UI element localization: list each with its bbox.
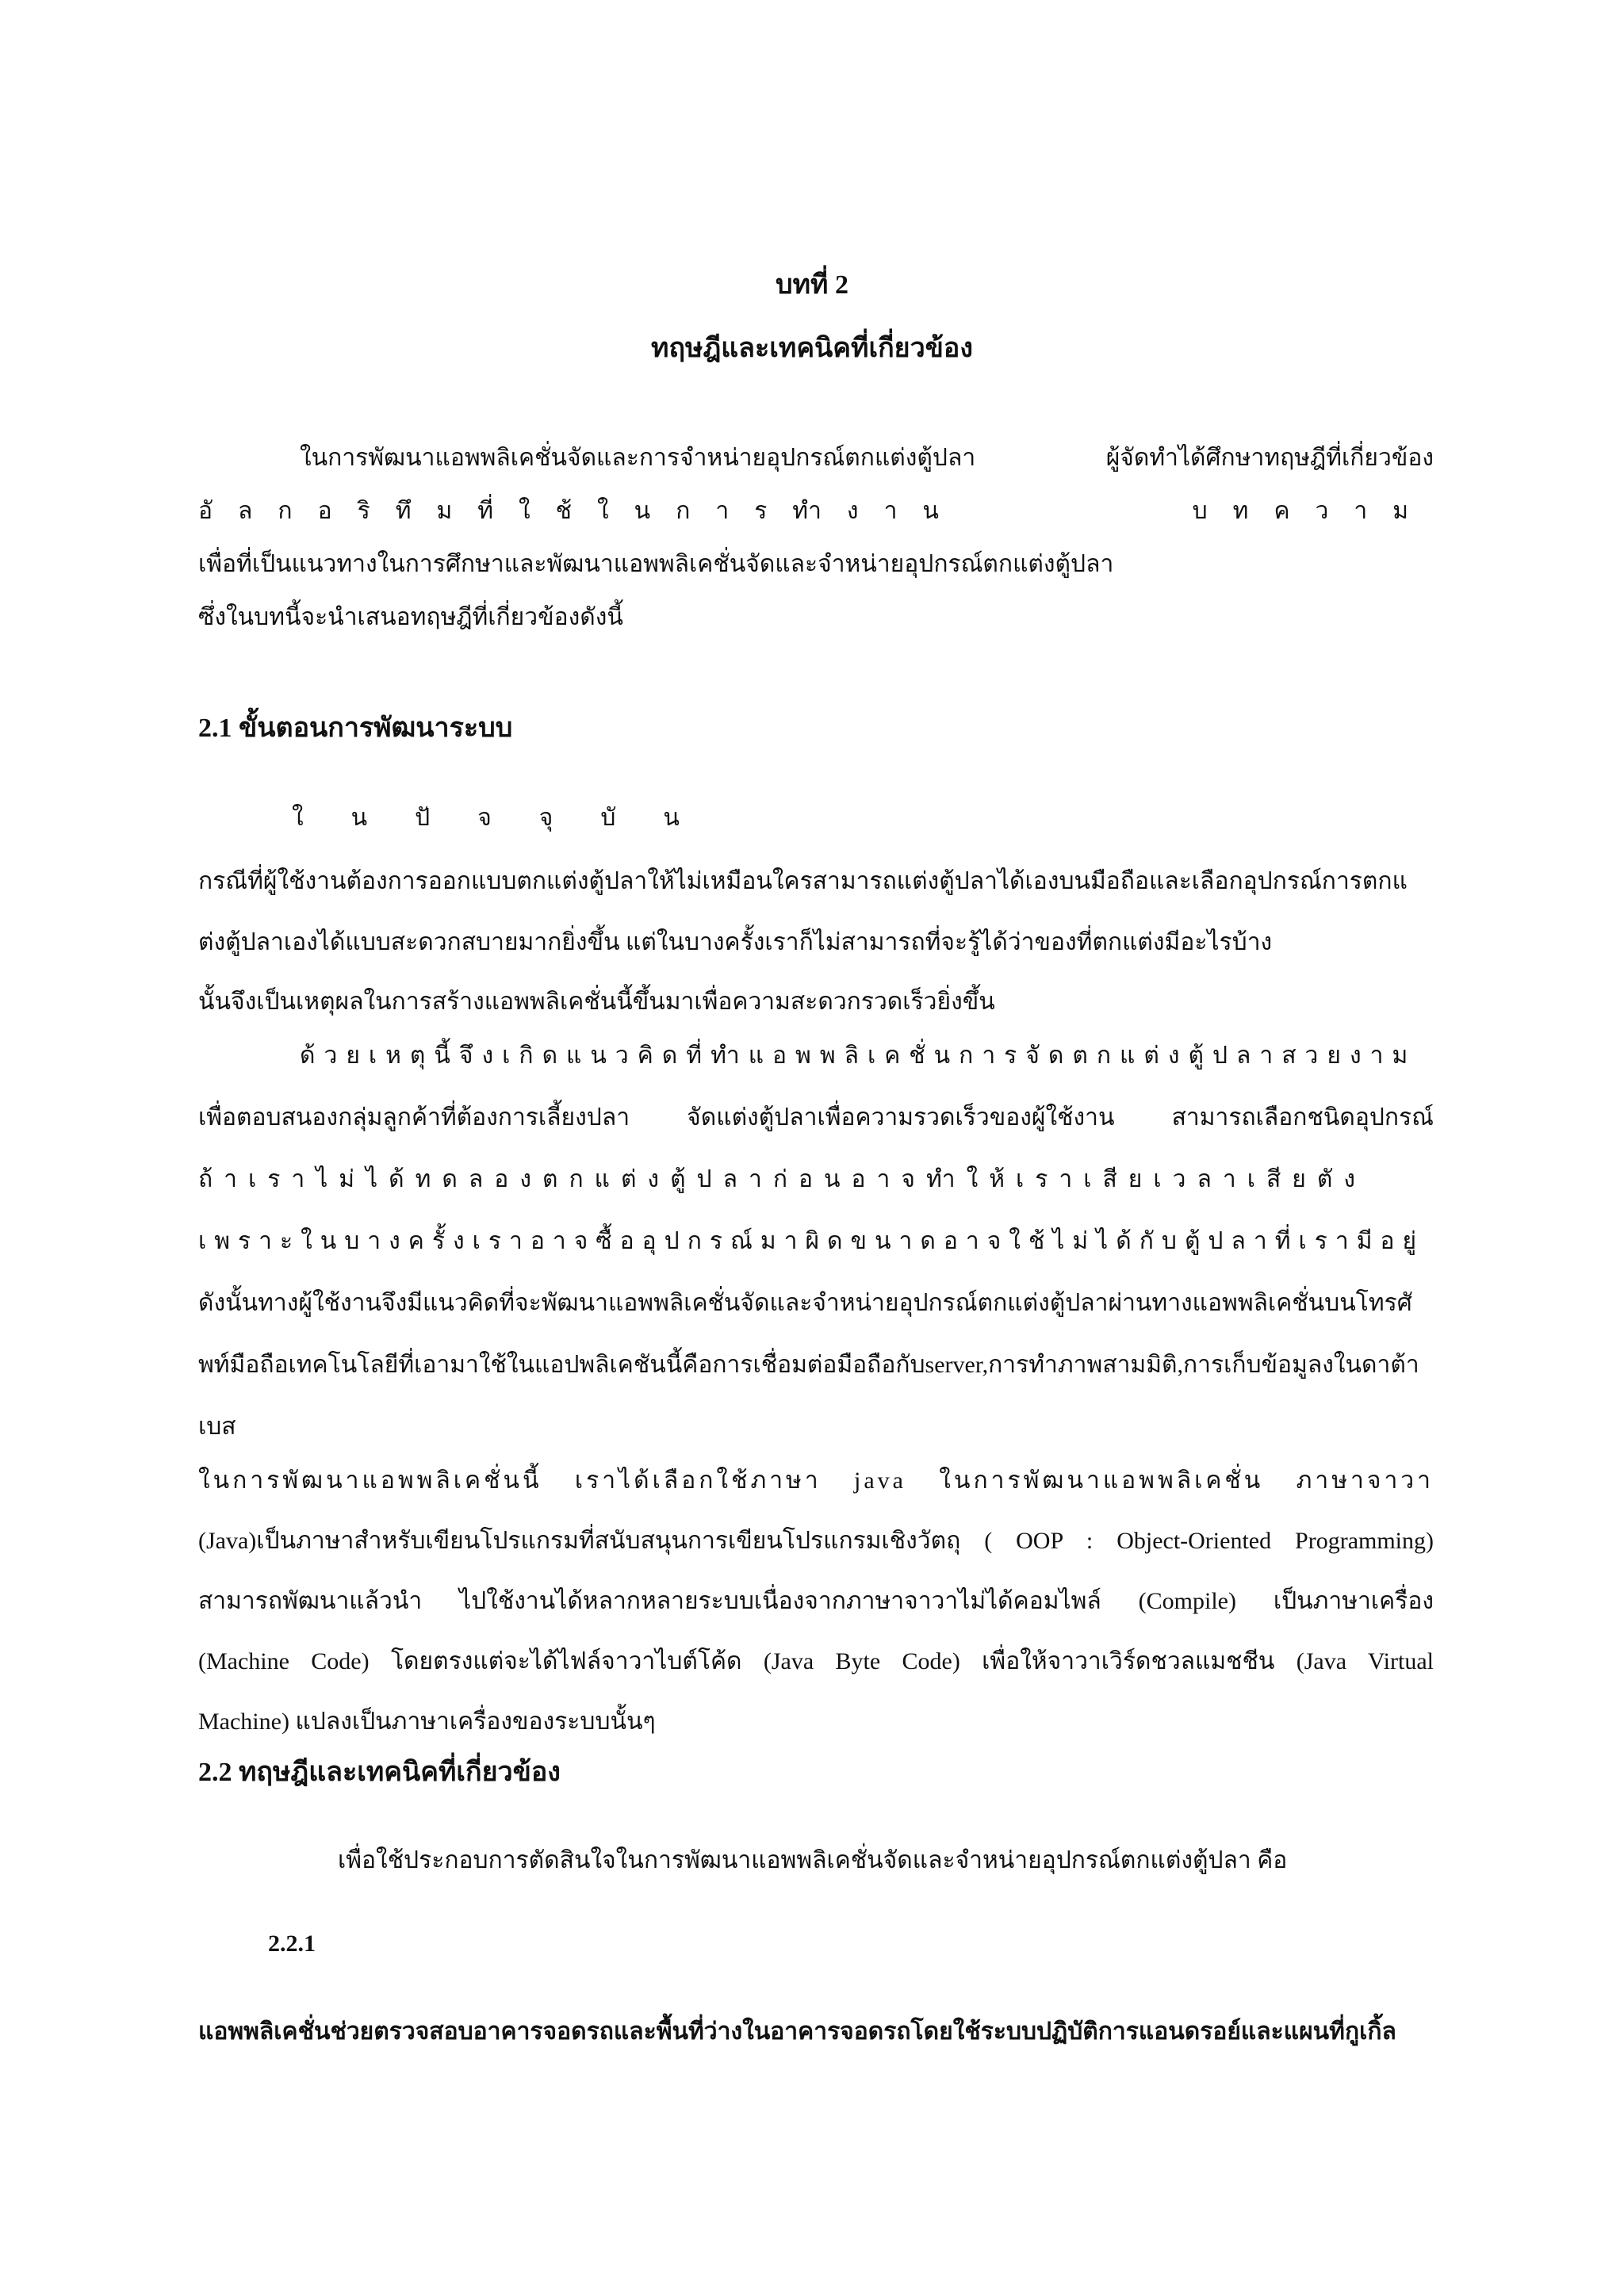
paragraph-line: ดังนั้นทางผู้ใช้งานจึงมีแนวคิดที่จะพัฒนาแอพพลิเคชั่นจัดและจำหน่ายอุปกรณ์ตกแต่งตู้ปลาผ่านทางแอพพลิเคชั่นบนโทรศั: [198, 1290, 1412, 1316]
paragraph-line: เบส: [198, 1414, 236, 1440]
section-heading: 2.1 ขั้นตอนการพัฒนาระบบ: [198, 714, 513, 743]
paragraph-line: (Java)เป็นภาษาสำหรับเขียนโปรแกรมที่สนับสนุนการเขียนโปรแกรมเชิงวัตถุ ( OOP : Object-Oriented Programming): [198, 1528, 1434, 1554]
paragraph-line: เพื่อตอบสนองกลุ่มลูกค้าที่ต้องการเลี้ยงปลา จัดแต่งตู้ปลาเพื่อความรวดเร็วของผู้ใช้งาน สามารถเลือกชนิดอุปกรณ์: [198, 1104, 1434, 1131]
paragraph-line: สามารถพัฒนาแล้วนำ ไปใช้งานได้หลากหลายระบบเนื่องจากภาษาจาวาไม่ได้คอมไพล์ (Compile) เป็นภาษาเครื่อง: [198, 1588, 1434, 1614]
paragraph-line: กรณีที่ผู้ใช้งานต้องการออกแบบตกแต่งตู้ปลาให้ไม่เหมือนใครสามารถแต่งตู้ปลาได้เองบนมือถือและเลือกอุปกรณ์การตกแ: [198, 868, 1408, 894]
paragraph-line: ถ้าเราไม่ได้ทดลองตกแต่งตู้ปลาก่อนอาจทำให้เราเสียเวลาเสียตัง: [198, 1166, 1366, 1192]
paragraph-line: นั้นจึงเป็นเหตุผลในการสร้างแอพพลิเคชั่นนี้ขึ้นมาเพื่อความสะดวกรวดเร็วยิ่งขึ้น: [198, 989, 995, 1015]
paragraph-line: ด้วยเหตุนี้จึงเกิดแนวคิดที่ทำแอพพลิเคชั่นการจัดตกแต่งตู้ปลาสวยงาม: [300, 1043, 1417, 1069]
subsection-number: 2.2.1: [268, 1931, 316, 1957]
paragraph-line: ในการพัฒนาแอพพลิเคชั่นนี้ เราได้เลือกใช้ภาษา java ในการพัฒนาแอพพลิเคชั่น ภาษาจาวา: [198, 1468, 1434, 1494]
chapter-number: บทที่ 2: [776, 270, 848, 300]
paragraph-line: Machine) แปลงเป็นภาษาเครื่องของระบบนั้นๆ: [198, 1709, 656, 1735]
intro-line: เพื่อที่เป็นแนวทางในการศึกษาและพัฒนาแอพพลิเคชั่นจัดและจำหน่ายอุปกรณ์ตกแต่งตู้ปลา: [198, 551, 1114, 577]
paragraph-line: ต่งตู้ปลาเองได้แบบสะดวกสบายมากยิ่งขึ้น แต่ในบางครั้งเราก็ไม่สามารถที่จะรู้ได้ว่าของที่ตกแต่งมีอะไรบ้าง: [198, 929, 1273, 955]
paragraph-line: ในปัจจุบัน: [292, 805, 727, 831]
paragraph-line: เพราะในบางครั้งเราอาจซื้ออุปกรณ์มาผิดขนาดอาจใช้ไม่ได้กับตู้ปลาที่เรามีอยู่: [198, 1228, 1425, 1254]
section-heading: 2.2 ทฤษฎีและเทคนิคที่เกี่ยวข้อง: [198, 1758, 561, 1787]
subsection-title: แอพพลิเคชั่นช่วยตรวจสอบอาคารจอดรถและพื้นที่ว่างในอาคารจอดรถโดยใช้ระบบปฏิบัติการแอนดรอย์และแผนที่กูเกิ้ล: [198, 2019, 1396, 2045]
paragraph-line: พท์มือถือเทคโนโลยีที่เอามาใช้ในแอปพลิเคชันนี้คือการเชื่อมต่อมือถือกับserver,การทำภาพสามมิติ,การเก็บข้อมูลงในดาต้า: [198, 1352, 1419, 1378]
paragraph-line: (Machine Code) โดยตรงแต่จะได้ไฟล์จาวาไบต์โค้ด (Java Byte Code) เพื่อให้จาวาเวิร์ดชวลแมชชีน (Java Virtual: [198, 1648, 1434, 1674]
chapter-title: ทฤษฎีและเทคนิคที่เกี่ยวข้อง: [651, 334, 973, 363]
intro-line: ซึ่งในบทนี้จะนำเสนอทฤษฎีที่เกี่ยวข้องดังนี้: [198, 604, 623, 630]
intro-line: ในการพัฒนาแอพพลิเคชั่นจัดและการจำหน่ายอุปกรณ์ตกแต่งตู้ปลา ผู้จัดทำได้ศึกษาทฤษฎีที่เกี่ยวข้อง: [300, 445, 1434, 471]
intro-line: อัลกอริทึมที่ใช้ในการทำงาน บทความ: [198, 498, 1434, 524]
paragraph-line: เพื่อใช้ประกอบการตัดสินใจในการพัฒนาแอพพลิเคชั่นจัดและจำหน่ายอุปกรณ์ตกแต่งตู้ปลา คือ: [338, 1847, 1288, 1873]
